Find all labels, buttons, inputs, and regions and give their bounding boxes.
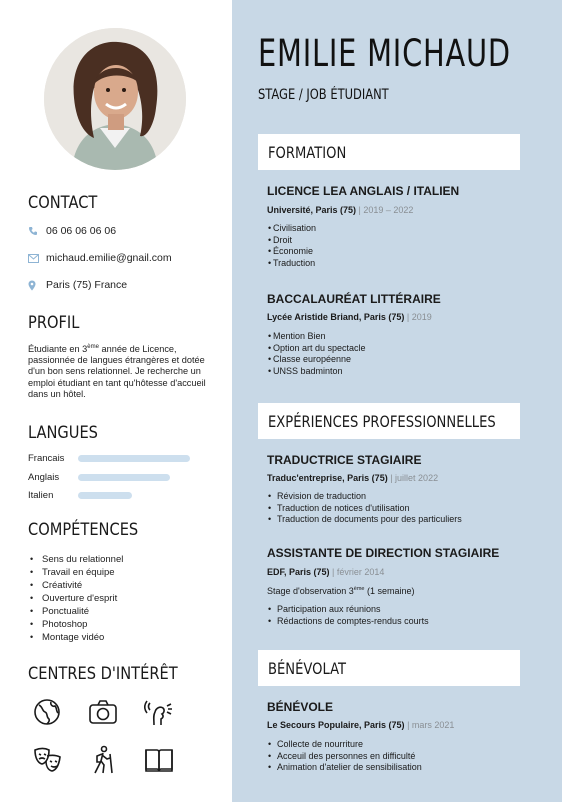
list-item: • Ouverture d'esprit — [30, 592, 123, 605]
language-level-bar — [78, 455, 190, 462]
list-item: • Droit — [268, 235, 316, 247]
language-name: Anglais — [28, 472, 60, 483]
entry-subtitle: Le Secours Populaire, Paris (75) | mars 2021 — [267, 720, 455, 730]
portrait-illustration — [44, 28, 186, 170]
formation-section-header — [258, 134, 520, 170]
list-item: • Acceuil des personnes en difficulté — [268, 751, 422, 763]
phone-number[interactable]: 06 06 06 06 06 — [46, 225, 117, 237]
entry-bullets — [268, 223, 316, 269]
list-item: • Option art du spectacle — [268, 343, 366, 355]
interets-heading: CENTRES D'INTÉRÊT — [28, 664, 178, 684]
person-name: EMILIE MICHAUD — [258, 32, 511, 75]
entry-subtitle: Lycée Aristide Briand, Paris (75) | 2019 — [267, 312, 432, 322]
entry-bullets — [268, 491, 462, 526]
language-row — [28, 472, 190, 483]
book-icon — [142, 744, 176, 776]
contact-phone — [28, 225, 116, 237]
entry-note: Stage d'observation 3ème (1 semaine) — [267, 586, 415, 596]
email-icon — [28, 254, 46, 263]
competences-heading: COMPÉTENCES — [28, 520, 139, 540]
entry-subtitle: EDF, Paris (75) | février 2014 — [267, 567, 385, 577]
entry-title: ASSISTANTE DE DIRECTION STAGIAIRE — [267, 546, 500, 560]
list-item: • Animation d'atelier de sensibilisation — [268, 762, 422, 774]
language-level-bar — [78, 474, 190, 481]
list-item: • Classe européenne — [268, 354, 366, 366]
list-item: • Ponctualité — [30, 605, 123, 618]
entry-bullets — [268, 604, 429, 627]
list-item: • Rédactions de comptes-rendus courts — [268, 616, 429, 628]
language-row — [28, 453, 190, 464]
list-item: • Photoshop — [30, 618, 123, 631]
list-item: • Créativité — [30, 579, 123, 592]
language-name: Italien — [28, 490, 54, 501]
entry-subtitle: Université, Paris (75) | 2019 – 2022 — [267, 205, 414, 215]
benevolat-section-header — [258, 650, 520, 686]
entry-subtitle: Traduc'entreprise, Paris (75) | juillet 2022 — [267, 473, 439, 483]
list-item: • Révision de traduction — [268, 491, 462, 503]
entry-bullets — [268, 331, 366, 377]
competences-list — [30, 553, 123, 644]
entry-title: TRADUCTRICE STAGIAIRE — [267, 453, 422, 467]
list-item: • UNSS badminton — [268, 366, 366, 378]
job-title: STAGE / JOB ÉTUDIANT — [258, 87, 389, 103]
entry-title: BÉNÉVOLE — [267, 700, 334, 714]
list-item: • Traduction — [268, 258, 316, 270]
langues-heading: LANGUES — [28, 423, 98, 443]
list-item: • Montage vidéo — [30, 631, 123, 644]
entry-title: BACCALAURÉAT LITTÉRAIRE — [267, 292, 441, 306]
singing-icon — [142, 696, 176, 728]
list-item: • Collecte de nourriture — [268, 739, 422, 751]
list-item: • Participation aux réunions — [268, 604, 429, 616]
list-item: • Économie — [268, 246, 316, 258]
phone-icon — [28, 226, 46, 236]
contact-location — [28, 279, 127, 291]
contact-heading: CONTACT — [28, 193, 98, 213]
entry-bullets — [268, 739, 422, 774]
contact-email — [28, 252, 172, 264]
language-name: Francais — [28, 453, 65, 464]
section-title: FORMATION — [268, 142, 347, 162]
entry-title: LICENCE LEA ANGLAIS / ITALIEN — [267, 184, 460, 198]
profil-text: Étudiante en 3ème année de Licence, passionnée de langues étrangères et dotée d'un bon sens relationnel. Je recherche un emploi étudiant en tant qu'hôtesse d'accueil dans un hôtel. — [28, 344, 206, 399]
profile-photo — [44, 28, 186, 170]
interets-icons — [30, 696, 200, 776]
section-title: EXPÉRIENCES PROFESSIONNELLES — [268, 411, 496, 431]
experiences-section-header — [258, 403, 520, 439]
list-item: • Traduction de notices d'utilisation — [268, 503, 462, 515]
language-level-bar — [78, 492, 190, 499]
location-text: Paris (75) France — [46, 279, 128, 291]
list-item: • Sens du relationnel — [30, 553, 123, 566]
section-title: BÉNÉVOLAT — [268, 658, 347, 678]
camera-icon — [86, 696, 120, 728]
hiking-icon — [86, 744, 120, 776]
language-row — [28, 490, 190, 501]
globe-icon — [30, 696, 64, 728]
list-item: • Civilisation — [268, 223, 316, 235]
list-item: • Mention Bien — [268, 331, 366, 343]
location-pin-icon — [28, 280, 46, 291]
profil-heading: PROFIL — [28, 313, 80, 333]
email-address[interactable]: michaud.emilie@gnail.com — [46, 252, 172, 264]
list-item: • Travail en équipe — [30, 566, 123, 579]
list-item: • Traduction de documents pour des particuliers — [268, 514, 462, 526]
theater-masks-icon — [30, 744, 64, 776]
